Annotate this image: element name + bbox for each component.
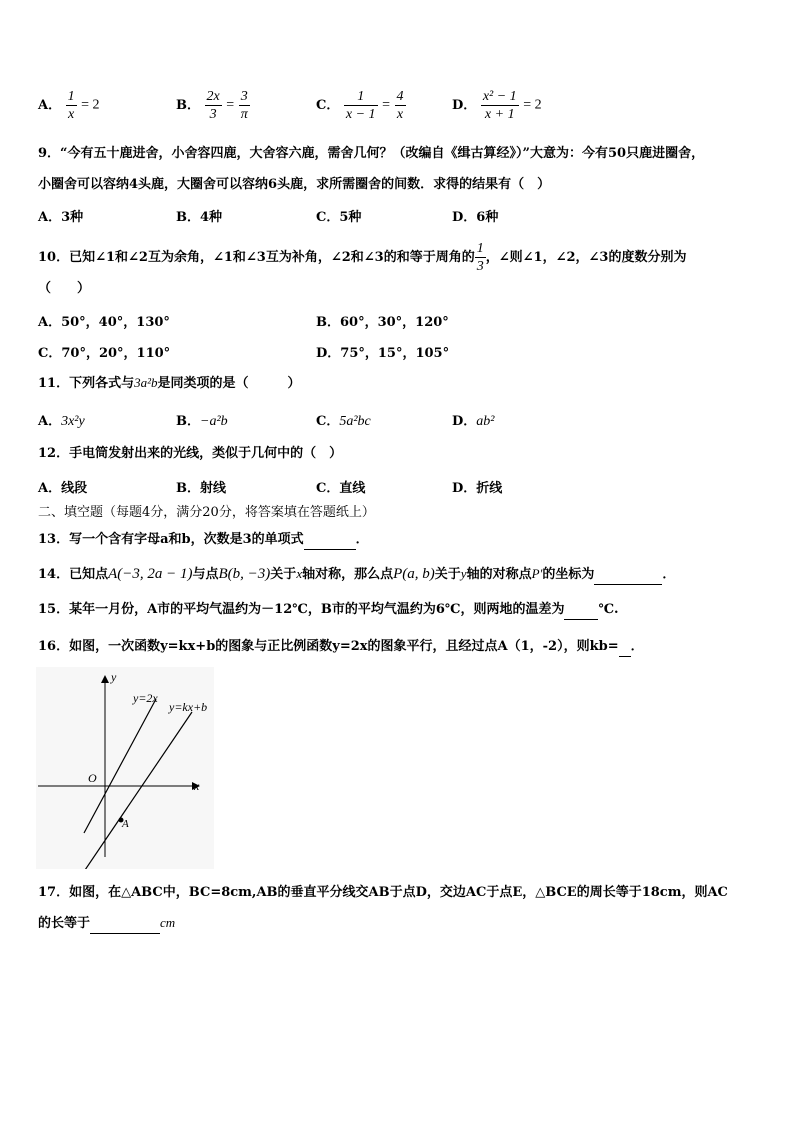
fraction: [481, 88, 519, 123]
fraction-one-third: [475, 240, 486, 275]
q10-option-b: B．60°，30°，120°: [316, 315, 449, 330]
q13-end: ．: [355, 532, 369, 547]
answer-blank[interactable]: [564, 606, 598, 620]
option-label: C．: [316, 414, 340, 429]
axis-x: x: [296, 566, 303, 581]
option-expression: 3x²y: [61, 414, 85, 429]
numerator: 1: [344, 88, 378, 106]
point-p: P(a, b): [393, 566, 435, 582]
q14-end: ．: [662, 567, 676, 582]
q10-option-c: C．70°，20°，110°: [38, 346, 171, 361]
denominator: x: [68, 107, 75, 122]
q14: [38, 564, 758, 585]
option-expression: 5a²bc: [339, 414, 371, 429]
fraction: [66, 88, 77, 123]
rhs: = 2: [81, 97, 100, 113]
q10-line1: [38, 240, 758, 275]
q14-text: 与点: [192, 567, 219, 582]
q12-option-b: B．射线: [176, 481, 226, 496]
option-label: C．: [316, 98, 340, 113]
q9-option-d: D．6种: [452, 210, 499, 225]
option-expression: −a²b: [200, 414, 228, 429]
q11-stem: [38, 373, 758, 394]
q15-text: 15．某年一月份，A市的平均气温约为－12℃，B市的平均气温约为6℃，则两地的温差为: [38, 602, 565, 617]
q11-option-c: [316, 410, 371, 430]
q17-line2: [38, 913, 758, 934]
denominator: x − 1: [345, 107, 376, 122]
equals-sign: =: [382, 97, 390, 113]
q15: [38, 600, 758, 620]
function-graph: [36, 667, 214, 869]
q14-text: 轴对称，那么点: [302, 567, 394, 582]
q9-line1: 9．“今有五十鹿进舍，小舍容四鹿，大舍容六鹿，需舍几何？（改编自《缉古算经》）”大意为：今有50只鹿进圈舍，: [38, 146, 705, 161]
numerator: 4: [396, 89, 404, 104]
answer-blank[interactable]: [304, 536, 356, 550]
option-label: D．: [452, 98, 477, 113]
fraction: [239, 88, 250, 123]
q8-option-a: [38, 88, 100, 123]
denominator: 3: [209, 107, 217, 122]
q11-expression: 3a²b: [134, 375, 158, 390]
q10-stem-end: ，∠则∠1，∠2，∠3的度数分别为: [485, 250, 687, 265]
q10-option-d: D．75°，15°，105°: [316, 346, 450, 361]
answer-blank[interactable]: [619, 643, 631, 657]
q17-text: 的长等于: [38, 916, 91, 931]
q16-text: 16．如图，一次函数y=kx+b的图象与正比例函数y=2x的图象平行，且经过点A（1，-2），则kb=: [38, 639, 619, 654]
q10-stem-start: 10．已知∠1和∠2互为余角，∠1和∠3互为补角，∠2和∠3的和等于周角的: [38, 250, 475, 265]
q12-option-d: D．折线: [452, 481, 503, 496]
q8-option-b: [176, 88, 250, 123]
q9-line2: 小圈舍可以容纳4头鹿，大圈舍可以容纳6头鹿，求所需圈舍的间数．求得的结果有（ ）: [38, 177, 551, 192]
graph-background: [36, 667, 214, 869]
section-heading: 二、填空题（每题4分，满分20分，将答案填在答题纸上）: [38, 505, 375, 520]
q13-text: 13．写一个含有字母a和b，次数是3的单项式: [38, 532, 304, 547]
q10-option-a: A．50°，40°，130°: [38, 315, 170, 330]
option-label: B．: [176, 98, 200, 113]
option-label: A．: [38, 98, 62, 113]
q12-option-a: A．线段: [38, 481, 88, 496]
line-y-kx-b-label: y=kx+b: [169, 700, 208, 714]
numerator: 2x: [206, 89, 220, 104]
q14-text: 关于: [270, 567, 297, 582]
point-a: A(−3, 2a − 1): [108, 566, 193, 582]
option-label: A．: [38, 414, 62, 429]
origin-label: O: [88, 771, 97, 785]
q13: [38, 530, 758, 550]
numerator: 3: [239, 88, 250, 106]
q8-option-c: [316, 88, 406, 123]
q14-text: 的坐标为: [542, 567, 595, 582]
q14-text: 14．已知点: [38, 567, 109, 582]
answer-blank[interactable]: [90, 920, 160, 934]
q16-end: ．: [630, 639, 644, 654]
q11-option-d: [452, 410, 494, 430]
q9-option-a: A．3种: [38, 210, 84, 225]
q12-option-c: C．直线: [316, 481, 366, 496]
denominator: π: [240, 107, 248, 122]
q11-stem-start: 11．下列各式与: [38, 376, 135, 391]
q8-option-d: [452, 88, 542, 123]
numerator: x² − 1: [482, 89, 517, 104]
q15-end: ℃.: [598, 602, 619, 617]
denominator: 3: [476, 259, 484, 274]
rhs: = 2: [523, 97, 542, 113]
q10-line2: （ ）: [38, 281, 91, 296]
line-y-2x-label: y=2x: [133, 691, 158, 705]
q16: [38, 637, 758, 657]
q11-option-a: [38, 410, 85, 430]
q11-option-b: [176, 410, 228, 430]
option-label: D．: [452, 414, 477, 429]
axis-y: y: [460, 566, 467, 581]
equals-sign: =: [226, 97, 235, 113]
fraction: [205, 88, 222, 123]
q14-text: 轴的对称点: [466, 567, 532, 582]
option-label: B．: [176, 414, 200, 429]
option-expression: ab²: [476, 414, 495, 429]
q11-stem-end: 是同类项的是（ ）: [157, 376, 301, 391]
denominator: x: [396, 107, 404, 122]
q9-option-b: B．4种: [176, 210, 223, 225]
q9-option-c: C．5种: [316, 210, 362, 225]
point-b: B(b, −3): [218, 566, 271, 582]
answer-blank[interactable]: [594, 571, 662, 585]
q12-stem: 12．手电筒发射出来的光线，类似于几何中的（ ）: [38, 446, 343, 461]
point-a-label: A: [122, 818, 129, 830]
fraction: [344, 88, 378, 123]
denominator: x + 1: [484, 107, 515, 122]
fraction: [395, 88, 406, 123]
q14-text: 关于: [434, 567, 461, 582]
point-p-prime: P′: [531, 566, 543, 581]
y-label: y: [111, 670, 117, 684]
x-label: x: [194, 779, 200, 793]
q17-line1: 17．如图，在△ABC中，BC=8cm,AB的垂直平分线交AB于点D，交边AC于点E，△BCE的周长等于18cm，则AC: [38, 885, 728, 900]
numerator: 1: [476, 241, 484, 256]
unit-cm: cm: [160, 915, 176, 930]
numerator: 1: [67, 89, 75, 104]
